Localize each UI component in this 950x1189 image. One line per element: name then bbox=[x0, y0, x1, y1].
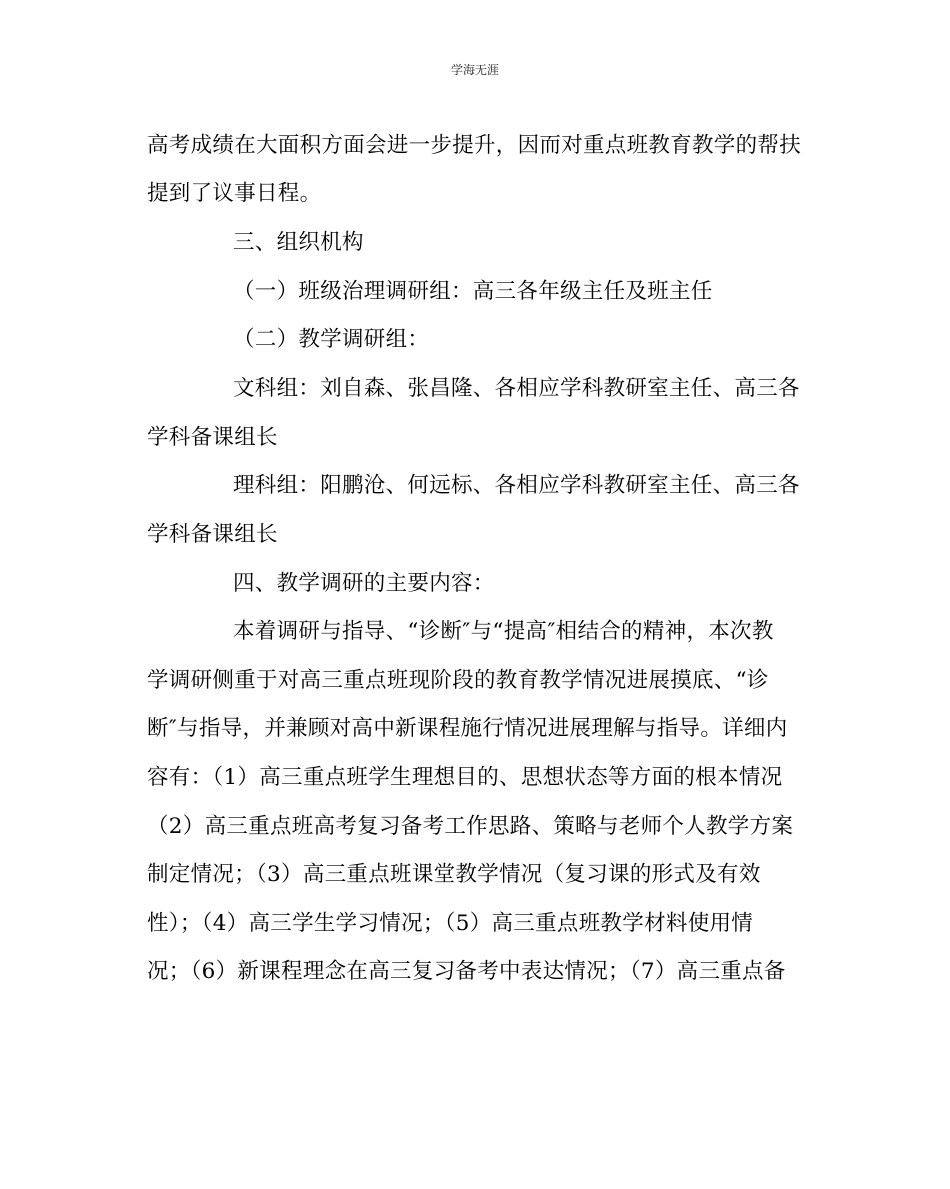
body-line: 况；（6）新课程理念在高三复习备考中表达情况；（7）高三重点备 bbox=[147, 959, 786, 984]
page-header: 学海无涯 bbox=[450, 63, 499, 77]
body-line: 性）；（4）高三学生学习情况；（5）高三重点班教学材料使用情 bbox=[147, 911, 754, 936]
body-line: 理科组：阳鹏沧、何远标、各相应学科教研室主任、高三各 bbox=[233, 473, 800, 498]
body-line: 文科组：刘自森、张昌隆、各相应学科教研室主任、高三各 bbox=[233, 376, 800, 401]
section-heading: 四、教学调研的主要内容： bbox=[233, 571, 495, 596]
body-line: 提到了议事日程。 bbox=[147, 181, 322, 206]
body-line: 学科备课组长 bbox=[147, 425, 278, 450]
body-line: 高考成绩在大面积方面会进一步提升，因而对重点班教育教学的帮扶 bbox=[147, 133, 802, 158]
subsection-heading: （二）教学调研组： bbox=[233, 327, 430, 352]
body-line: （2）高三重点班高考复习备考工作思路、策略与老师个人教学方案 bbox=[147, 814, 794, 839]
subsection-heading: （一）班级治理调研组：高三各年级主任及班主任 bbox=[233, 279, 713, 304]
body-line: 学调研侧重于对高三重点班现阶段的教育教学情况进展摸底、“诊 bbox=[147, 668, 769, 693]
body-line: 容有：（1）高三重点班学生理想目的、思想状态等方面的根本情况 bbox=[147, 765, 783, 790]
body-line: 断″与指导，并兼顾对高中新课程施行情况进展理解与指导。详细内 bbox=[147, 716, 788, 741]
body-line: 本着调研与指导、“诊断″与“提高″相结合的精神，本次教 bbox=[233, 619, 774, 644]
section-heading: 三、组织机构 bbox=[233, 230, 364, 255]
body-line: 制定情况；（3）高三重点班课堂教学情况（复习课的形式及有效 bbox=[147, 862, 761, 887]
body-line: 学科备课组长 bbox=[147, 522, 278, 547]
